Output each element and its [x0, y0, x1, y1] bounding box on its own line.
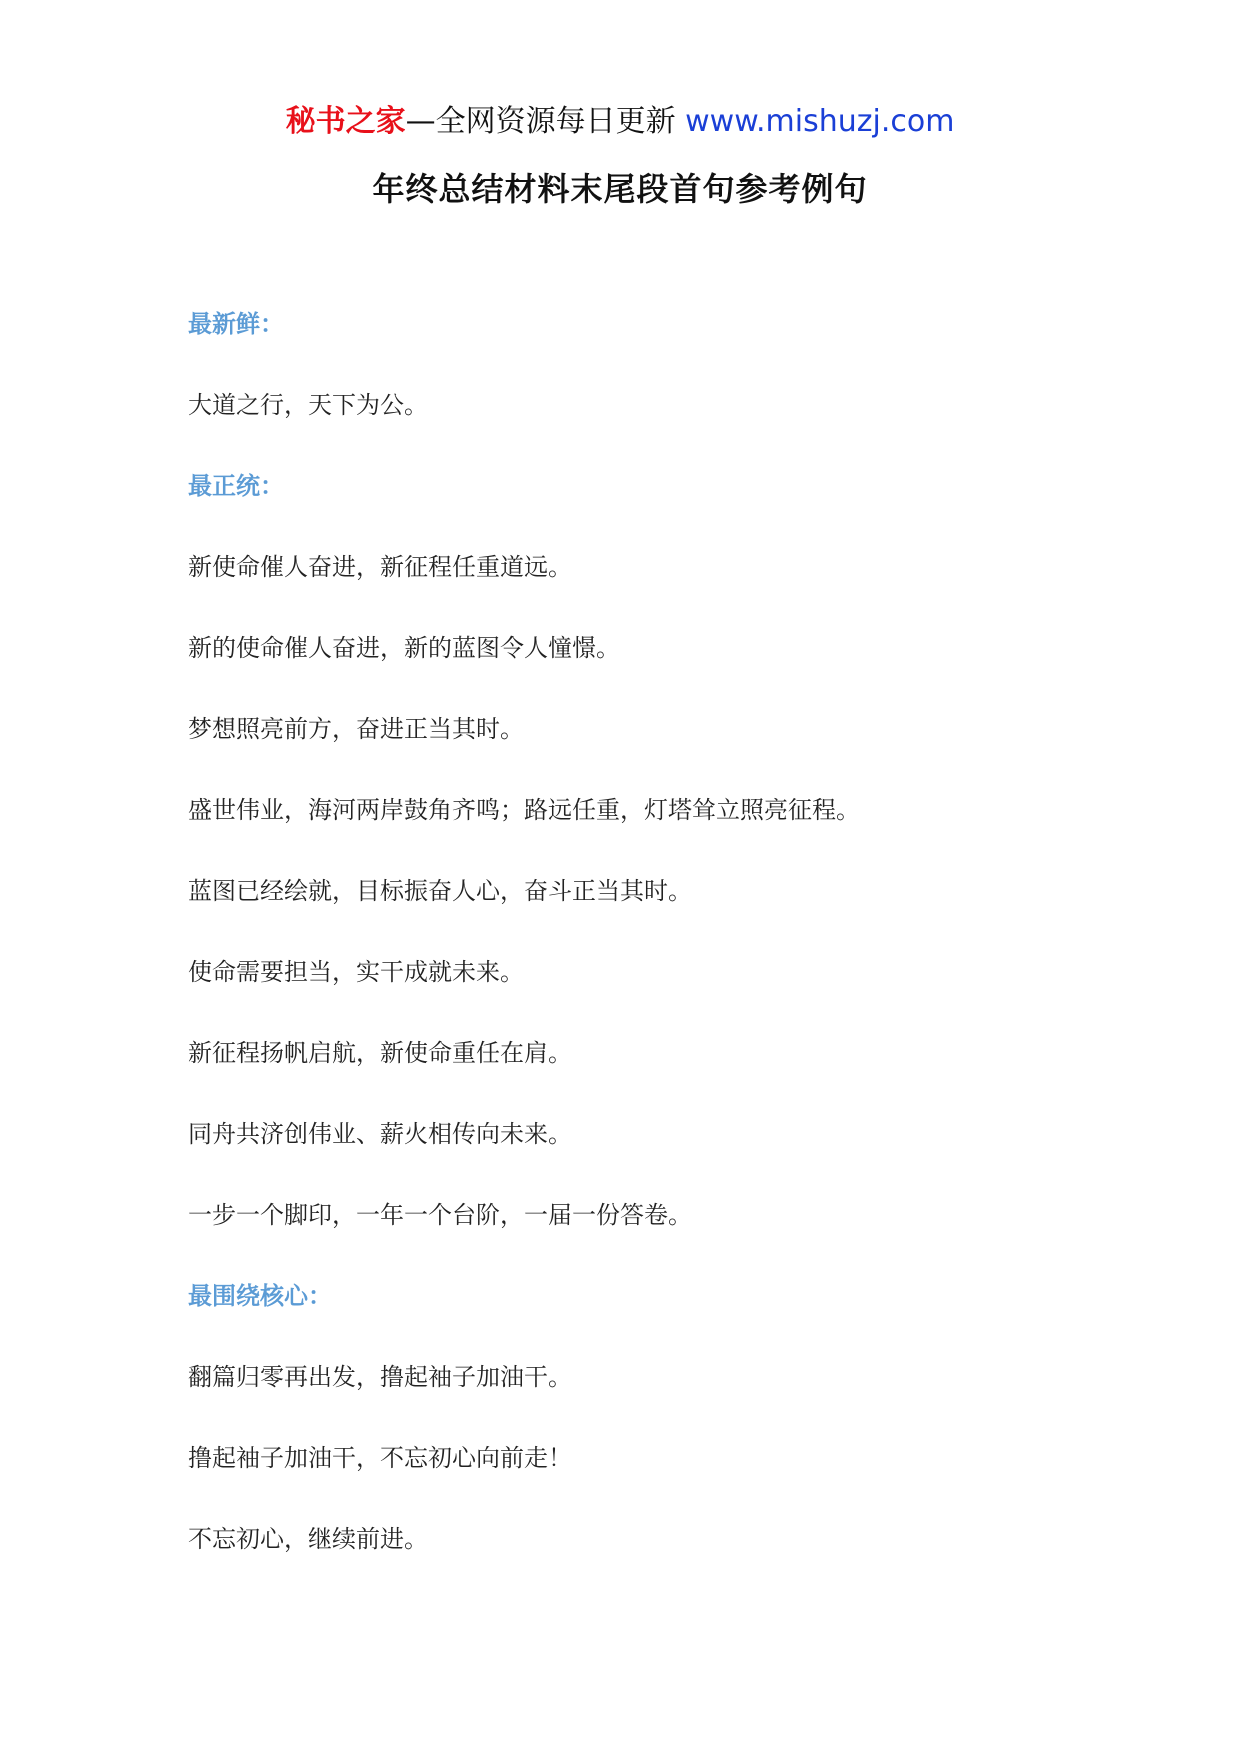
brand-name: 秘书之家 — [285, 104, 406, 139]
example-sentence: 撸起袖子加油干，不忘初心向前走！ — [188, 1444, 572, 1472]
example-sentence: 翻篇归零再出发，撸起袖子加油干。 — [188, 1363, 572, 1391]
example-sentence: 使命需要担当，实干成就未来。 — [188, 958, 524, 986]
site-header — [0, 100, 1240, 144]
example-sentence: 新使命催人奋进，新征程任重道远。 — [188, 553, 572, 581]
example-sentence: 新的使命催人奋进，新的蓝图令人憧憬。 — [188, 634, 620, 662]
section-heading-core: 最围绕核心： — [188, 1282, 332, 1310]
site-url-link[interactable]: www.mishuzj.com — [685, 104, 955, 139]
header-tagline: —全网资源每日更新 — [405, 104, 686, 139]
example-sentence: 梦想照亮前方，奋进正当其时。 — [188, 715, 524, 743]
example-sentence: 新征程扬帆启航，新使命重任在肩。 — [188, 1039, 572, 1067]
example-sentence: 不忘初心，继续前进。 — [188, 1525, 428, 1553]
example-sentence: 蓝图已经绘就，目标振奋人心，奋斗正当其时。 — [188, 877, 692, 905]
section-heading-freshest: 最新鲜： — [188, 310, 284, 338]
document-title: 年终总结材料末尾段首句参考例句 — [372, 170, 868, 208]
example-sentence: 大道之行，天下为公。 — [188, 391, 428, 419]
document-body — [188, 306, 1088, 1602]
example-sentence: 同舟共济创伟业、薪火相传向未来。 — [188, 1120, 572, 1148]
example-sentence: 盛世伟业，海河两岸鼓角齐鸣；路远任重，灯塔耸立照亮征程。 — [188, 796, 860, 824]
example-sentence: 一步一个脚印，一年一个台阶，一届一份答卷。 — [188, 1201, 692, 1229]
section-heading-orthodox: 最正统： — [188, 472, 284, 500]
